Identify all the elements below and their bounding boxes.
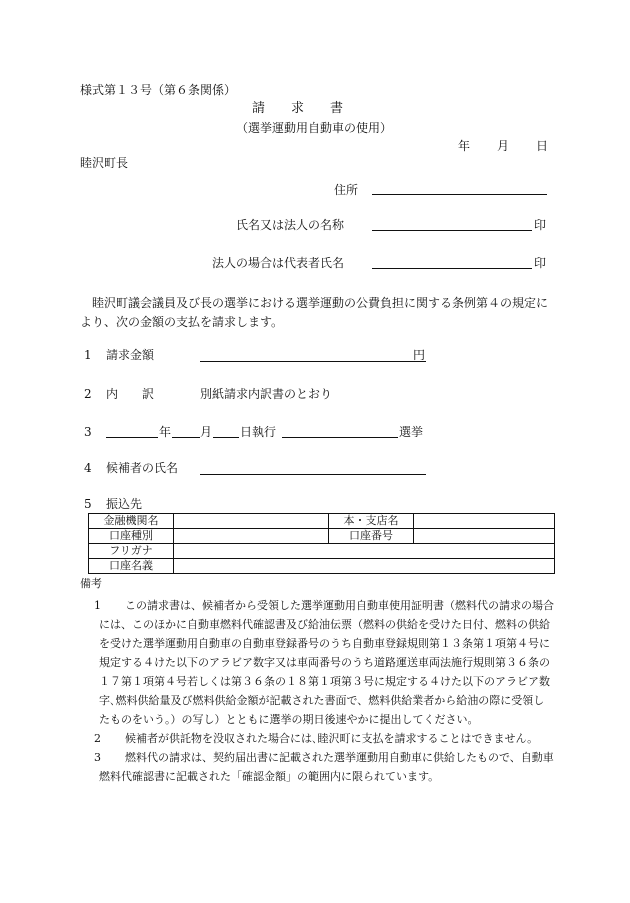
item-4-label: 候補者の氏名	[106, 461, 179, 475]
amount-field[interactable]	[200, 361, 426, 362]
document-subtitle: （選挙運動用自動車の使用）	[236, 121, 393, 135]
yen-unit: 円	[413, 348, 426, 362]
election-year-field[interactable]	[106, 437, 158, 438]
recipient: 睦沢町長	[80, 156, 129, 170]
item-2-label: 内 訳	[106, 387, 155, 401]
note-item	[80, 596, 555, 729]
address-label: 住所	[334, 183, 359, 197]
note-text: 燃料代の請求は、契約届出書に記載された選挙運動用自動車に供給したもので、自動車燃料代確認書に記載された「確認金額」の範囲内に限られています。	[99, 751, 554, 783]
notes-title: 備考	[80, 577, 102, 590]
candidate-name-field[interactable]	[200, 474, 426, 475]
election-name-field[interactable]	[282, 437, 398, 438]
body-text: 睦沢町議会議員及び長の選挙における選挙運動の公費負担に関する条例第４の規定により、次の金額の支払を請求します。	[80, 296, 549, 329]
date-day: 日	[536, 139, 549, 153]
item-3-suffix: 選挙	[399, 425, 424, 439]
name-field[interactable]	[372, 230, 532, 231]
election-month-field[interactable]	[172, 437, 200, 438]
representative-label: 法人の場合は代表者氏名	[212, 256, 345, 270]
item-3-number: 3	[84, 425, 92, 439]
account-number-cell[interactable]	[414, 529, 555, 544]
note-text: この請求書は、候補者から受領した選挙運動用自動車使用証明書（燃料代の請求の場合には、このほかに自動車燃料代確認書及び給油伝票（燃料の供給を受けた日付、燃料の供給を受けた選挙運動用自動車の自動車登録番号のうち自動車登録規則第１３条第１項第４号に規定する４けた以下のアラビア数字又は車両番号のうち道路運送車両法施行規則第３６条の１７第１項第４号若しくは第３６条の１８第１項第３号に規定する４けた以下のアラビア数字､燃料供給量及び燃料供給金額が記載された書面で、燃料供給業者から給油の際に受領したものをいう。）の写し）とともに選挙の期日後速やかに提出してください。	[99, 599, 554, 726]
name-label: 氏名又は法人の名称	[236, 218, 345, 232]
bank-name-cell[interactable]	[174, 514, 329, 529]
seal-mark: 印	[534, 218, 547, 232]
furigana-cell[interactable]	[174, 544, 555, 559]
bank-name-label: 金融機関名	[89, 514, 174, 529]
bank-table	[88, 513, 555, 574]
account-type-label: 口座種別	[89, 529, 174, 544]
item-3-year: 年	[159, 425, 172, 439]
document-title: 請 求 書	[252, 101, 344, 116]
notes-list	[80, 596, 555, 786]
item-2-value: 別紙請求内訳書のとおり	[200, 387, 333, 401]
date-month: 月	[497, 139, 510, 153]
note-number: 1	[94, 599, 101, 612]
note-item	[80, 729, 555, 748]
date-year: 年	[458, 139, 471, 153]
item-2-number: 2	[84, 387, 92, 401]
item-1-label: 請求金額	[106, 348, 155, 362]
table-row	[89, 514, 555, 529]
table-row	[89, 544, 555, 559]
item-3-day: 日執行	[240, 425, 277, 439]
note-number: 2	[94, 732, 101, 745]
item-4-number: 4	[84, 461, 92, 475]
election-day-field[interactable]	[213, 437, 239, 438]
item-3-month: 月	[200, 425, 213, 439]
item-5-number: 5	[84, 497, 92, 511]
account-number-label: 口座番号	[329, 529, 414, 544]
note-item	[80, 748, 555, 786]
representative-field[interactable]	[372, 268, 532, 269]
account-holder-label: 口座名義	[89, 559, 174, 574]
note-number: 3	[94, 751, 101, 764]
branch-cell[interactable]	[414, 514, 555, 529]
furigana-label: フリガナ	[89, 544, 174, 559]
account-type-cell[interactable]	[174, 529, 329, 544]
note-text: 候補者が供託物を没収された場合には､睦沢町に支払を請求することはできません。	[125, 732, 539, 745]
table-row	[89, 529, 555, 544]
address-field[interactable]	[372, 194, 547, 195]
item-1-number: 1	[84, 348, 92, 362]
item-5-label: 振込先	[106, 497, 143, 511]
branch-label: 本・支店名	[329, 514, 414, 529]
form-number: 様式第１３号（第６条関係）	[80, 83, 237, 97]
account-holder-cell[interactable]	[174, 559, 555, 574]
table-row	[89, 559, 555, 574]
seal-mark-2: 印	[534, 256, 547, 270]
